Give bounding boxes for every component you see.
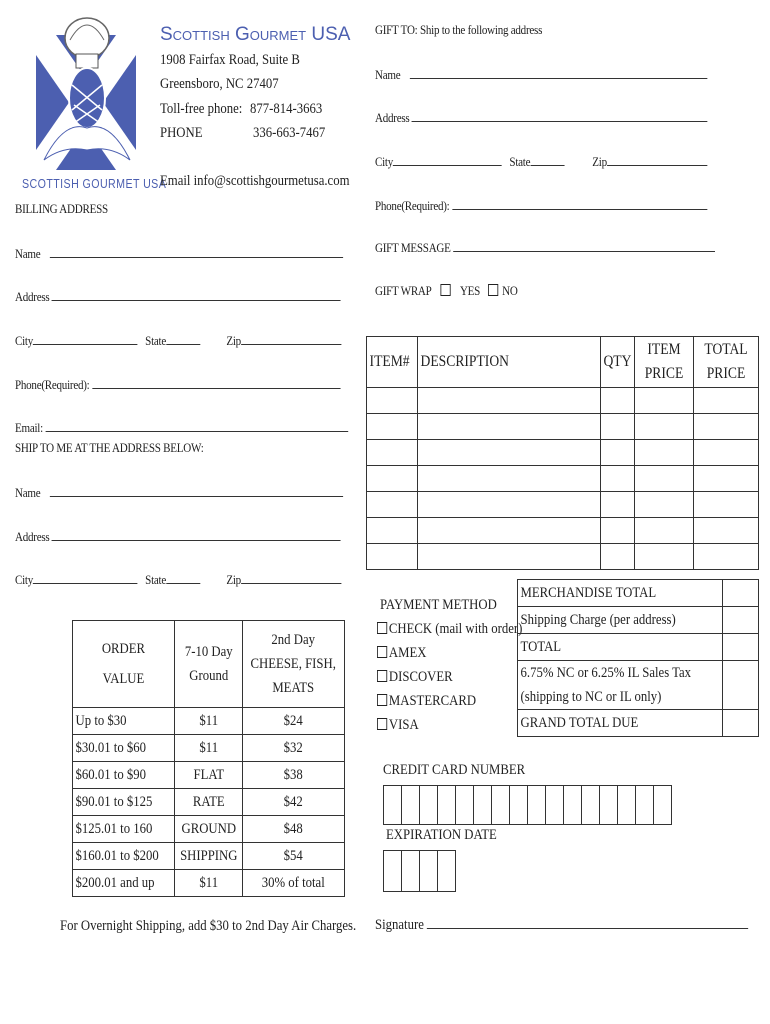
billing-address-row[interactable] (15, 288, 341, 305)
billing-email-field[interactable] (45, 419, 348, 432)
billing-city-row[interactable] (15, 332, 341, 349)
total-row (518, 634, 759, 661)
billing-email-label: Email: (15, 420, 43, 435)
billing-address-field[interactable] (52, 288, 341, 301)
gift-wrap-no-label: NO (502, 283, 518, 298)
expiration-date-field[interactable] (383, 850, 456, 892)
table-row[interactable] (367, 388, 759, 414)
shipme-zip-label: Zip (226, 572, 241, 587)
billing-state-label: State (145, 333, 167, 348)
header-2day-3: MEATS (272, 680, 315, 696)
gift-message-row[interactable] (375, 239, 715, 256)
gift-wrap-no-checkbox[interactable] (488, 284, 498, 296)
discover-label: DISCOVER (388, 669, 453, 685)
shipme-name-label: Name (15, 485, 41, 500)
col-total-price-1: TOTAL (704, 341, 748, 358)
amex-label: AMEX (388, 645, 427, 661)
tollfree-label: Toll-free phone: (160, 101, 243, 117)
overnight-note: For Overnight Shipping, add $30 to 2nd Day Air Charges. (60, 918, 357, 934)
gift-address-row[interactable] (375, 109, 708, 126)
gift-wrap-label: GIFT WRAP (375, 283, 432, 298)
check-label: CHECK (mail with order) (388, 621, 523, 637)
shipping-rates-table (72, 620, 345, 897)
payment-heading: PAYMENT METHOD (380, 597, 497, 613)
header-order-1: ORDER (101, 641, 146, 657)
gift-phone-label: Phone(Required): (375, 198, 450, 213)
phone-number: 336-663-7467 (253, 125, 326, 141)
table-row: $200.01 and up $11 30% of total (73, 870, 345, 897)
gift-message-field[interactable] (453, 239, 715, 252)
expiration-label: EXPIRATION DATE (386, 827, 497, 843)
discover-checkbox[interactable] (377, 670, 387, 682)
shipping-charge-row (518, 607, 759, 634)
sales-tax-label-1: 6.75% NC or 6.25% IL Sales Tax (520, 665, 692, 681)
credit-card-number-field[interactable] (383, 785, 672, 825)
shipme-name-field[interactable] (50, 484, 343, 497)
billing-phone-label: Phone(Required): (15, 377, 90, 392)
grand-total-label: GRAND TOTAL DUE (520, 714, 639, 731)
gift-wrap-yes-label: YES (459, 283, 481, 298)
header-ground-2: Ground (189, 668, 229, 684)
gift-wrap-yes-checkbox[interactable] (440, 284, 450, 296)
gift-phone-field[interactable] (452, 197, 707, 210)
shipme-state-label: State (145, 572, 167, 587)
gift-address-label: Address (375, 110, 410, 125)
shipme-city-row[interactable] (15, 571, 341, 588)
table-row: $160.01 to $200 SHIPPING $54 (73, 843, 345, 870)
col-item-number: ITEM# (369, 353, 410, 370)
company-address-2: Greensboro, NC 27407 (160, 76, 279, 92)
shipping-header-row (73, 621, 345, 708)
sales-tax-field[interactable] (722, 661, 758, 710)
payment-option-amex[interactable] (377, 645, 426, 662)
col-qty: QTY (603, 353, 632, 370)
table-row[interactable] (367, 466, 759, 492)
billing-city-field[interactable] (33, 332, 138, 345)
check-checkbox[interactable] (377, 622, 387, 634)
table-row[interactable] (367, 414, 759, 440)
billing-state-field[interactable] (166, 332, 200, 345)
shipme-zip-field[interactable] (241, 571, 341, 584)
mastercard-checkbox[interactable] (377, 694, 387, 706)
mastercard-label: MASTERCARD (388, 693, 477, 709)
visa-checkbox[interactable] (377, 718, 387, 730)
shipme-city-field[interactable] (33, 571, 138, 584)
table-row: $30.01 to $60 $11 $32 (73, 735, 345, 762)
total-label: TOTAL (520, 638, 562, 655)
shipme-city-label: City (15, 572, 34, 587)
gift-city-label: City (375, 154, 394, 169)
table-row: $90.01 to $125 RATE $42 (73, 789, 345, 816)
company-email: Email info@scottishgourmetusa.com (160, 173, 350, 189)
billing-phone-row[interactable] (15, 376, 340, 393)
billing-email-row[interactable] (15, 419, 348, 436)
gift-city-row[interactable] (375, 153, 707, 170)
shipme-address-field[interactable] (52, 528, 341, 541)
items-header-row (367, 337, 759, 388)
gift-address-field[interactable] (412, 109, 708, 122)
header-order-2: VALUE (102, 671, 145, 687)
payment-option-discover[interactable] (377, 669, 453, 686)
credit-card-label: CREDIT CARD NUMBER (383, 762, 526, 778)
tollfree-number: 877-814-3663 (250, 101, 323, 117)
table-row[interactable] (367, 492, 759, 518)
header-2day-2: CHEESE, FISH, (250, 656, 337, 672)
billing-phone-field[interactable] (92, 376, 340, 389)
col-description: DESCRIPTION (420, 353, 510, 370)
sales-tax-row (518, 661, 759, 710)
company-name: Scottish Gourmet USA (160, 24, 351, 45)
shipme-name-row[interactable] (15, 484, 343, 501)
gift-name-label: Name (375, 67, 401, 82)
payment-option-check[interactable] (377, 621, 522, 638)
merch-total-row (518, 580, 759, 607)
signature-label: Signature (375, 917, 424, 933)
col-item-price-2: PRICE (644, 365, 684, 382)
gift-wrap-row (375, 283, 518, 299)
sales-tax-label-2: (shipping to NC or IL only) (520, 689, 662, 705)
grand-total-row (518, 710, 759, 737)
signature-row[interactable] (375, 916, 748, 934)
shipme-heading: SHIP TO ME AT THE ADDRESS BELOW: (15, 440, 204, 455)
billing-heading: BILLING ADDRESS (15, 201, 108, 216)
totals-table (517, 579, 759, 737)
shipping-charge-label: Shipping Charge (per address) (520, 611, 676, 628)
phone-label: PHONE (160, 125, 203, 141)
merch-total-label: MERCHANDISE TOTAL (520, 584, 657, 601)
billing-zip-field[interactable] (241, 332, 341, 345)
signature-field[interactable] (427, 916, 748, 929)
col-total-price-2: PRICE (706, 365, 746, 382)
gift-message-label: GIFT MESSAGE (375, 240, 451, 255)
gift-city-field[interactable] (393, 153, 502, 166)
billing-address-label: Address (15, 289, 50, 304)
gift-state-label: State (509, 154, 531, 169)
company-address-1: 1908 Fairfax Road, Suite B (160, 52, 300, 68)
gift-zip-field[interactable] (607, 153, 707, 166)
shipme-state-field[interactable] (166, 571, 200, 584)
gift-phone-row[interactable] (375, 197, 707, 214)
gift-state-field[interactable] (530, 153, 564, 166)
table-row: $60.01 to $90 FLAT $38 (73, 762, 345, 789)
company-logo (14, 10, 167, 195)
items-table (366, 336, 759, 570)
header-ground-1: 7-10 Day (184, 644, 233, 660)
payment-option-mastercard[interactable] (377, 693, 476, 710)
billing-city-label: City (15, 333, 34, 348)
table-row[interactable] (367, 518, 759, 544)
grand-total-field[interactable] (722, 710, 758, 737)
gift-name-row[interactable] (375, 66, 707, 83)
shipping-charge-field[interactable] (722, 607, 758, 634)
table-row[interactable] (367, 440, 759, 466)
gift-zip-label: Zip (592, 154, 607, 169)
table-row: $125.01 to 160 GROUND $48 (73, 816, 345, 843)
billing-name-row[interactable] (15, 245, 343, 262)
gift-name-field[interactable] (410, 66, 708, 79)
payment-option-visa[interactable] (377, 717, 419, 734)
billing-name-label: Name (15, 246, 41, 261)
billing-zip-label: Zip (226, 333, 241, 348)
logo-text: SCOTTISH GOURMET USA (22, 176, 167, 191)
amex-checkbox[interactable] (377, 646, 387, 658)
gift-heading: GIFT TO: Ship to the following address (375, 22, 543, 37)
table-row[interactable] (367, 544, 759, 570)
total-field[interactable] (722, 634, 758, 661)
col-item-price-1: ITEM (647, 341, 681, 358)
header-2day-1: 2nd Day (271, 632, 316, 648)
table-row: Up to $30 $11 $24 (73, 708, 345, 735)
visa-label: VISA (388, 717, 419, 733)
billing-name-field[interactable] (50, 245, 343, 258)
thistle-saltire-icon (14, 10, 154, 180)
shipme-address-row[interactable] (15, 528, 341, 545)
shipme-address-label: Address (15, 529, 50, 544)
merch-total-field[interactable] (722, 580, 758, 607)
